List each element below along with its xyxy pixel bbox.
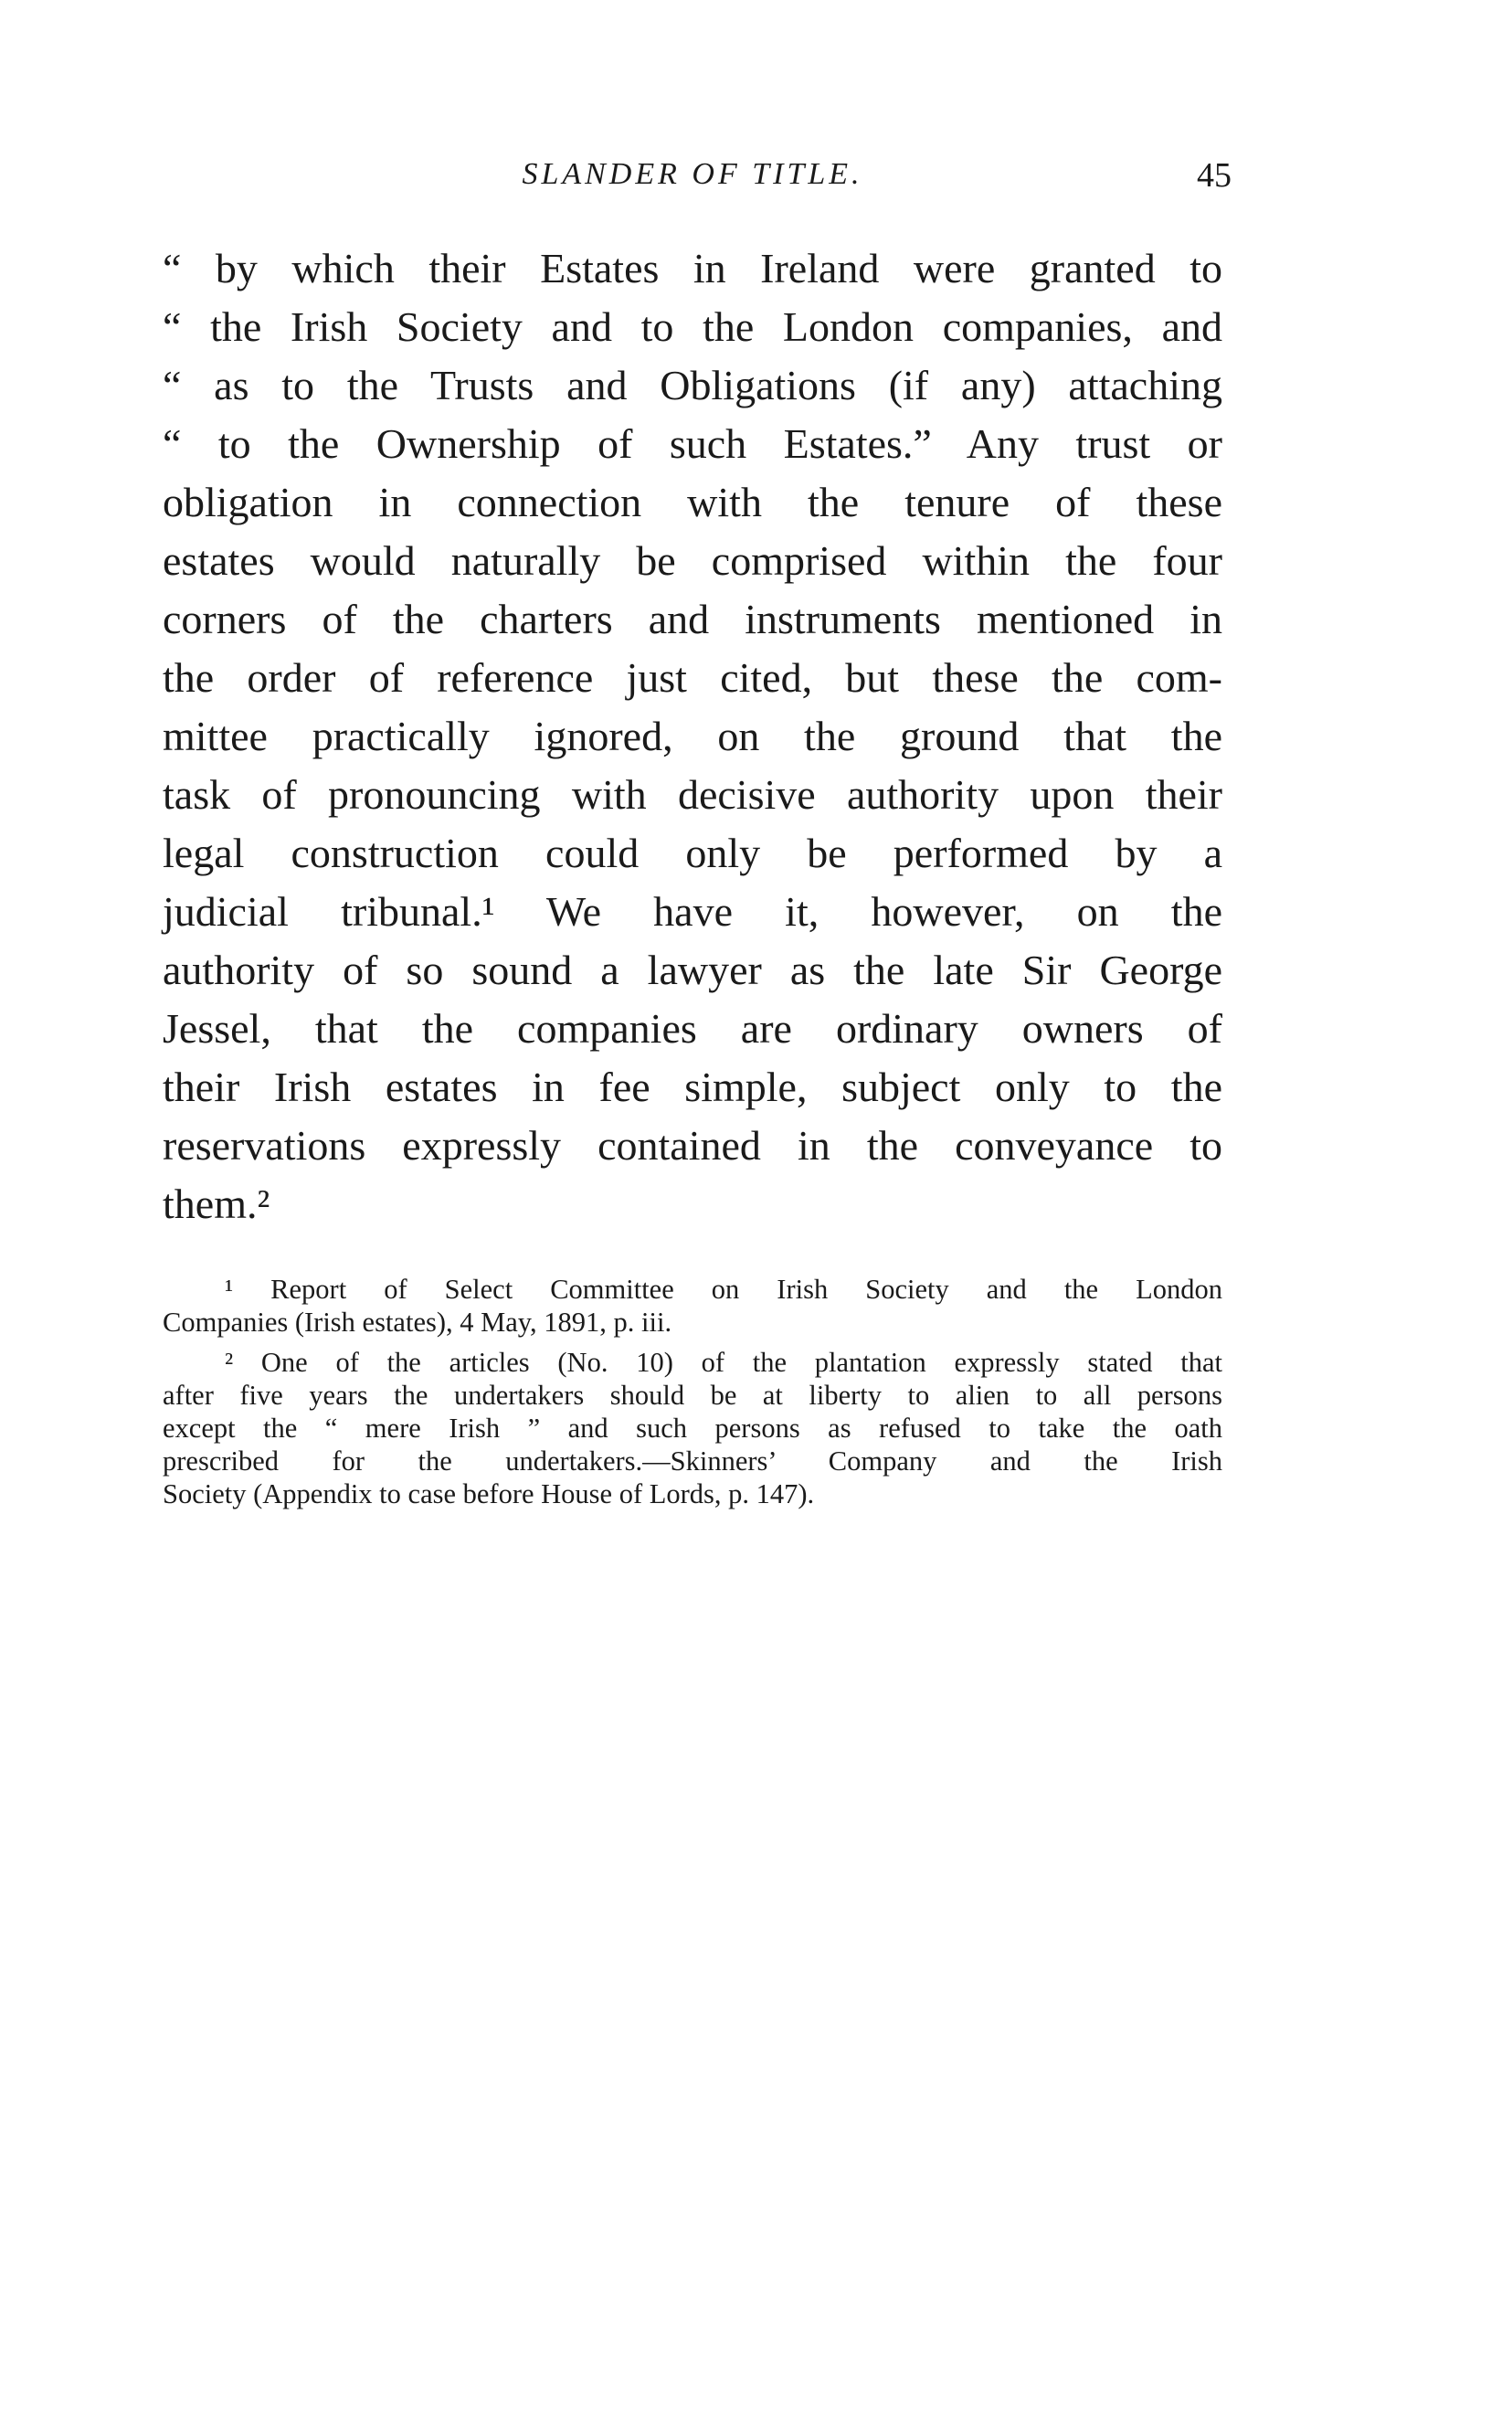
running-title: SLANDER OF TITLE. [522,157,863,191]
body-line: estates would naturally be comprised within the four [163,537,1222,584]
footnote-line: ¹ Report of Select Committee on Irish Society and the London [225,1274,1222,1305]
body-line: their Irish estates in fee simple, subject only to the [163,1064,1222,1110]
footnote-2 [163,1346,1222,1510]
body-line: task of pronouncing with decisive authority upon their [163,771,1222,818]
body-line: corners of the charters and instruments mentioned in [163,596,1222,642]
body-line: reservations expressly contained in the conveyance to [163,1122,1222,1169]
page-number: 45 [1197,156,1232,195]
body-line: judicial tribunal.¹ We have it, however, on the [163,888,1222,935]
footnote-line: ² One of the articles (No. 10) of the plantation expressly stated that [225,1347,1222,1378]
body-line: “ as to the Trusts and Obligations (if any) attaching [163,362,1222,408]
body-line: obligation in connection with the tenure of these [163,479,1222,525]
body-line: “ to the Ownership of such Estates.” Any trust or [163,420,1222,467]
footnote-line: after five years the undertakers should be at liberty to alien to all persons [163,1380,1222,1411]
footnotes [163,1273,1222,1518]
running-head [163,156,1232,203]
body-line: “ the Irish Society and to the London companies, and [163,303,1222,350]
footnote-line: Society (Appendix to case before House of Lords, p. 147). [163,1478,815,1509]
footnote-line: prescribed for the undertakers.—Skinners’ Company and the Irish [163,1445,1222,1477]
body-paragraph [163,239,1222,1233]
footnote-1 [163,1273,1222,1339]
body-line: them.² [163,1181,270,1227]
body-line: mittee practically ignored, on the ground that the [163,713,1222,759]
body-line: the order of reference just cited, but these the com- [163,654,1222,701]
body-line: “ by which their Estates in Ireland were granted to [163,245,1222,291]
body-line: legal construction could only be performed by a [163,830,1222,876]
footnote-line: except the “ mere Irish ” and such persons as refused to take the oath [163,1413,1222,1444]
footnote-line: Companies (Irish estates), 4 May, 1891, p. iii. [163,1307,672,1338]
body-line: Jessel, that the companies are ordinary owners of [163,1005,1222,1052]
body-line: authority of so sound a lawyer as the late Sir George [163,947,1222,993]
